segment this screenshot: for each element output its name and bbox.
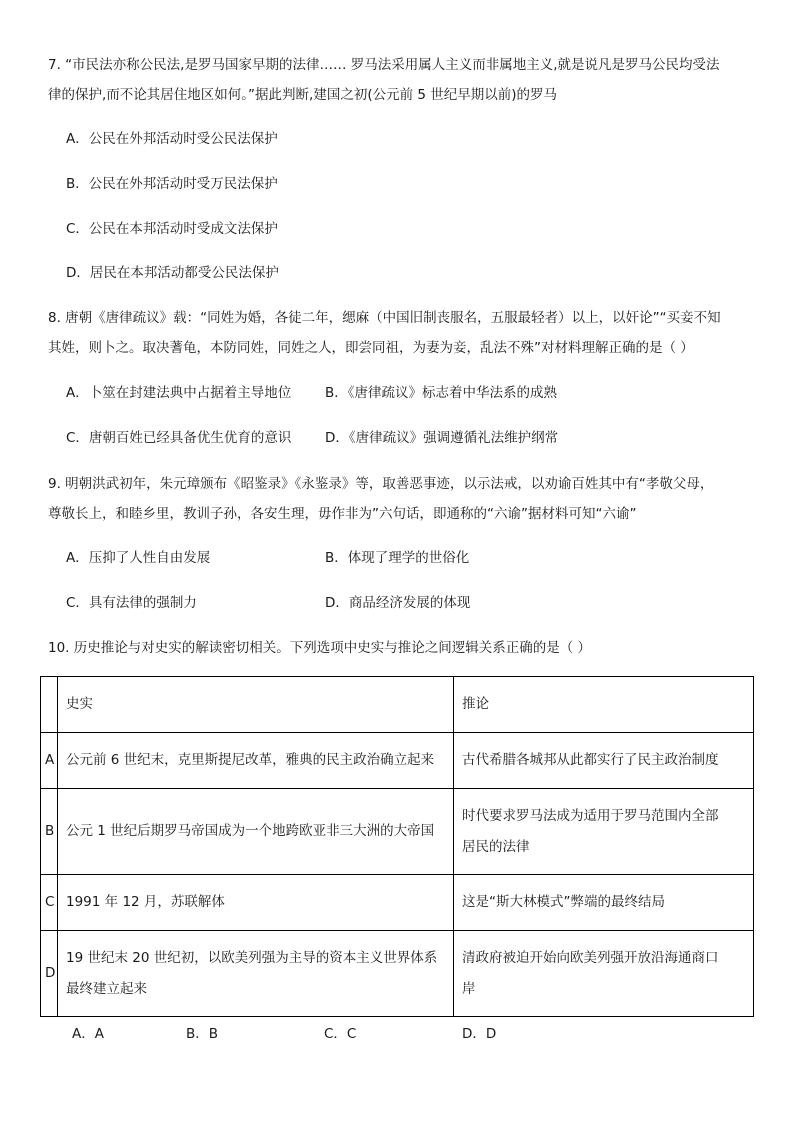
row-key: D [41,931,58,1017]
q7-option-c[interactable]: C．公民在本邦活动时受成文法保护 [66,221,278,237]
row-inference [454,789,754,875]
row-inference-line: 古代希腊各城邦从此都实行了民主政治制度 [462,752,719,768]
q7-option-d[interactable]: D．居民在本邦活动都受公民法保护 [66,265,279,281]
q7-stem-line-2: 律的保护,而不论其居住地区如何。”据此判断,建国之初(公元前 5 世纪早期以前)的罗马 [48,87,558,103]
row-fact [58,875,454,931]
table-row [41,789,754,875]
q10-stem: 10. 历史推论与对史实的解读密切相关。下列选项中史实与推论之间逻辑关系正确的是（ ） [48,640,592,656]
table-row [41,733,754,789]
row-fact-line: 1991 年 12 月，苏联解体 [66,894,225,910]
q8-option-a[interactable]: A．卜筮在封建法典中占据着主导地位 [66,385,292,401]
row-inference [454,733,754,789]
row-inference-line: 清政府被迫开始向欧美列强开放沿海通商口 [462,949,719,966]
header-key-cell [41,677,58,733]
q7-option-a[interactable]: A．公民在外邦活动时受公民法保护 [66,131,278,147]
q8-option-c[interactable]: C．唐朝百姓已经具备优生优育的意识 [66,430,292,446]
q10-answer-c[interactable]: C．C [324,1026,357,1042]
row-inference [454,931,754,1017]
q10-answer-a[interactable]: A．A [72,1026,104,1042]
q9-stem-line-1: 9. 明朝洪武初年，朱元璋颁布《昭鉴录》《永鉴录》等，取善恶事迹，以示法戒，以劝谕百姓其中有“孝敬父母， [48,476,714,492]
row-fact-line: 公元前 6 世纪末，克里斯提尼改革，雅典的民主政治确立起来 [66,752,435,768]
row-fact-line: 公元 1 世纪后期罗马帝国成为一个地跨欧亚非三大洲的大帝国 [66,823,435,839]
header-fact-cell: 史实 [58,677,454,733]
q9-stem-line-2: 尊敬长上，和睦乡里，教训子孙，各安生理，毋作非为”六句话，即通称的“六谕”据材料可知“六谕” [48,506,637,522]
q9-option-d[interactable]: D．商品经济发展的体现 [325,595,471,611]
row-inference [454,875,754,931]
row-fact-line: 最终建立起来 [66,980,147,997]
q7-option-b[interactable]: B．公民在外邦活动时受万民法保护 [66,176,278,192]
table-row [41,875,754,931]
row-fact [58,931,454,1017]
row-key: A [41,733,58,789]
q7-stem-line-1: 7. “市民法亦称公民法,是罗马国家早期的法律…… 罗马法采用属人主义而非属地主义,就是说凡是罗马公民均受法 [48,57,720,73]
table-row [41,931,754,1017]
q8-option-d[interactable]: D．《唐律疏议》强调遵循礼法维护纲常 [325,430,559,446]
table-header-row [41,677,754,733]
row-inference-line: 时代要求罗马法成为适用于罗马范围内全部 [462,807,719,824]
row-key: C [41,875,58,931]
q10-answer-d[interactable]: D．D [462,1026,497,1042]
q9-option-b[interactable]: B．体现了理学的世俗化 [325,550,470,566]
q9-option-c[interactable]: C．具有法律的强制力 [66,595,197,611]
q9-option-a[interactable]: A．压抑了人性自由发展 [66,550,211,566]
row-key: B [41,789,58,875]
row-fact [58,733,454,789]
q10-table [40,676,754,1017]
q10-answer-b[interactable]: B．B [186,1026,219,1042]
row-inference-line: 这是“斯大林模式”弊端的最终结局 [462,894,665,910]
q8-option-b[interactable]: B．《唐律疏议》标志着中华法系的成熟 [325,385,558,401]
q8-stem-line-1: 8. 唐朝《唐律疏议》载：“同姓为婚，各徒二年，缌麻（中国旧制丧服名，五服最轻者）以上，以奸论”“买妾不知 [48,310,721,326]
row-fact [58,789,454,875]
q8-stem-line-2: 其姓，则卜之。取决蓍龟，本防同姓，同姓之人，即尝同祖，为妻为妾，乱法不殊”对材料理解正确的是（ ） [48,340,694,356]
header-inference-cell: 推论 [454,677,754,733]
row-inference-line: 岸 [462,980,476,997]
row-inference-line: 居民的法律 [462,838,530,855]
row-fact-line: 19 世纪末 20 世纪初，以欧美列强为主导的资本主义世界体系 [66,949,438,966]
